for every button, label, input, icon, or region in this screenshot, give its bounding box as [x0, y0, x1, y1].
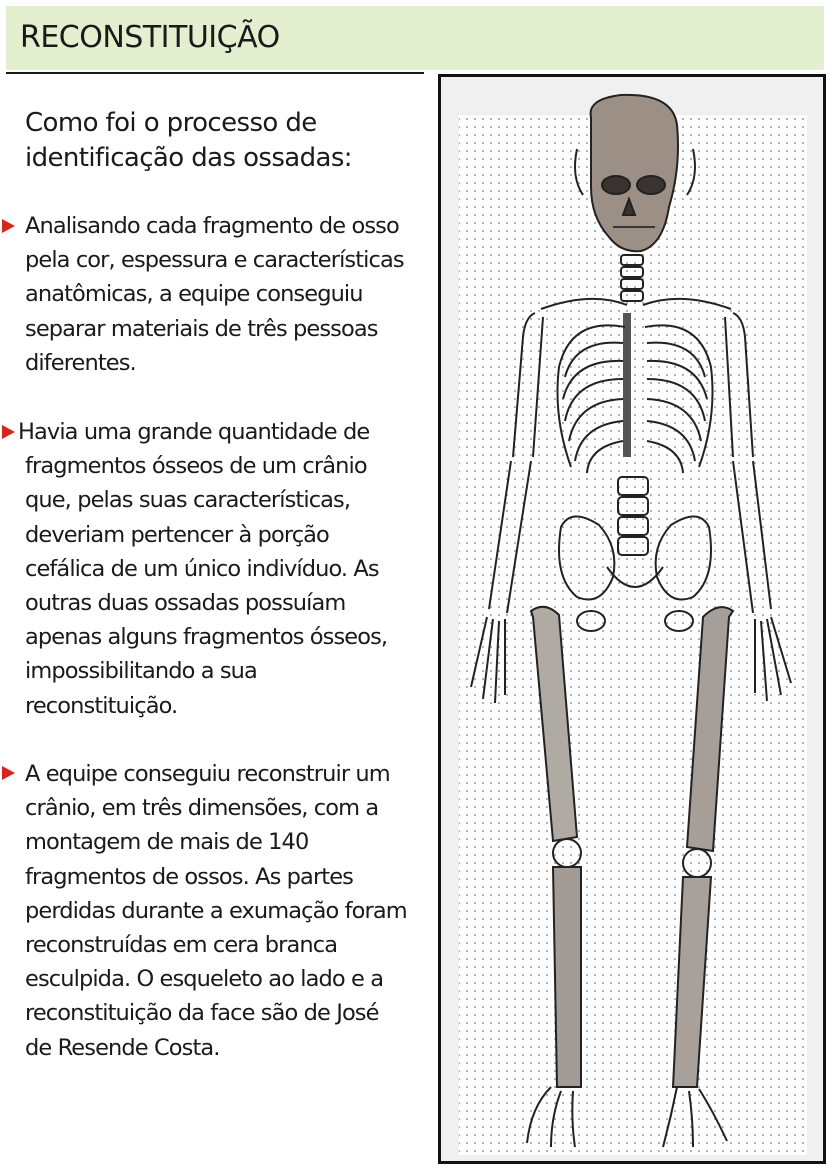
bullet-line: de Resende Costa. — [25, 1034, 220, 1061]
bullet-arrow-icon — [2, 219, 15, 233]
bullet-arrow-icon — [2, 425, 15, 439]
bullet-line: montagem de mais de 140 — [25, 829, 309, 856]
bullet-line: outras duas ossadas possuíam — [25, 590, 346, 617]
bullet-line: esculpida. O esqueleto ao lado e a — [25, 966, 384, 993]
bullet-line: cefálica de um único indivíduo. As — [25, 555, 379, 582]
bullet-paragraph-3 — [25, 757, 445, 1065]
bullet-line: reconstituição da face são de José — [25, 1000, 379, 1027]
bullet-line: pela cor, espessura e características — [25, 247, 404, 274]
bullet-paragraph-2 — [18, 415, 438, 723]
bullet-line: deveriam pertencer à porção — [25, 521, 329, 548]
bullet-line: A equipe conseguiu reconstruir um — [25, 761, 390, 787]
bullet-paragraph-1 — [25, 209, 445, 380]
bullet-line: Analisando cada fragmento de osso — [25, 213, 399, 239]
bullet-line: apenas alguns fragmentos ósseos, — [25, 624, 388, 651]
bullet-line: que, pelas suas características, — [25, 487, 351, 514]
bullet-line: Havia uma grande quantidade de — [18, 419, 370, 445]
bullet-line: fragmentos ósseos de um crânio — [25, 453, 367, 480]
bullet-line: reconstruídas em cera branca — [25, 932, 338, 959]
bullet-line: impossibilitando a sua — [25, 658, 257, 685]
bullet-line: anatômicas, a equipe conseguiu — [25, 281, 363, 308]
intro-line: Como foi o processo de — [25, 108, 317, 138]
skeleton-illustration — [441, 77, 823, 1161]
intro-line: identificação das ossadas: — [25, 143, 352, 173]
header-divider — [6, 72, 424, 74]
skeleton-photo — [438, 74, 826, 1164]
bullet-line: separar materiais de três pessoas — [25, 315, 378, 342]
bullet-line: fragmentos de ossos. As partes — [25, 863, 353, 890]
bullet-arrow-icon — [2, 766, 15, 780]
bullet-line: perdidas durante a exumação foram — [25, 897, 407, 924]
page-title: RECONSTITUIÇÃO — [20, 20, 280, 55]
intro-heading — [25, 106, 405, 176]
bullet-line: diferentes. — [25, 349, 136, 376]
bullet-line: reconstituição. — [25, 692, 178, 719]
bullet-line: crânio, em três dimensões, com a — [25, 795, 379, 822]
